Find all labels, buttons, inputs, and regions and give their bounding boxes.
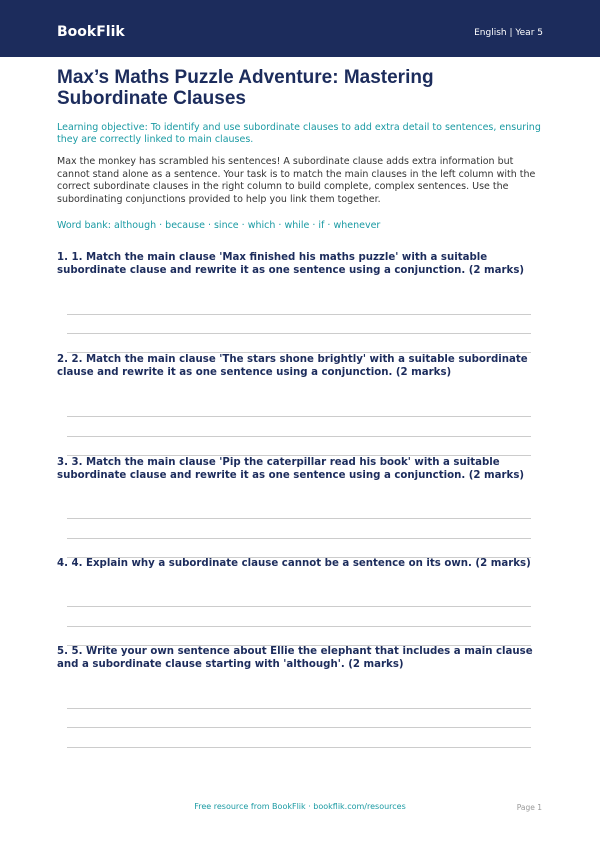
question-3: 3. 3. Match the main clause 'Pip the caterpillar read his book' with a suitable subordinate clause and rewrite it as one sentence using a conjunction. (2 marks) [57, 457, 525, 481]
question-4: 4. 4. Explain why a subordinate clause cannot be a sentence on its own. (2 marks) [57, 558, 531, 569]
answer-line[interactable] [67, 626, 531, 627]
word-bank: Word bank: although · because · since · which · while · if · whenever [57, 220, 381, 231]
answer-line[interactable] [67, 708, 531, 709]
brand-logo[interactable]: BookFlik [57, 24, 125, 40]
question-2: 2. 2. Match the main clause 'The stars shone brightly' with a suitable subordinate clause and rewrite it as one sentence using a conjunction. (2 marks) [57, 354, 528, 378]
page-title: Max’s Maths Puzzle Adventure: Mastering Subordinate Clauses [57, 67, 434, 109]
instructions: Max the monkey has scrambled his sentences! A subordinate clause adds extra information but cannot stand alone as a sentence. Your task is to match the main clauses in the left column with the correct subordinate clauses in the right column to build complete, complex sentences. Use the subordinating conjunctions provided to help you link them together. [57, 156, 536, 205]
subject-year: English | Year 5 [474, 28, 543, 38]
answer-line[interactable] [67, 518, 531, 519]
answer-line[interactable] [67, 436, 531, 437]
answer-line[interactable] [67, 538, 531, 539]
answer-line[interactable] [67, 333, 531, 334]
answer-line[interactable] [67, 747, 531, 748]
learning-objective: Learning objective: To identify and use subordinate clauses to add extra detail to sentences, ensuring they are correctly linked to main clauses. [57, 122, 541, 145]
answer-line[interactable] [67, 606, 531, 607]
page-number: Page 1 [516, 803, 542, 812]
answer-line[interactable] [67, 416, 531, 417]
question-5: 5. 5. Write your own sentence about Ellie the elephant that includes a main clause and a subordinate clause starting with 'although'. (2 marks) [57, 646, 533, 670]
answer-line[interactable] [67, 314, 531, 315]
answer-line[interactable] [67, 727, 531, 728]
question-1: 1. 1. Match the main clause 'Max finished his maths puzzle' with a suitable subordinate clause and rewrite it as one sentence using a conjunction. (2 marks) [57, 252, 525, 276]
footer-link[interactable]: Free resource from BookFlik · bookflik.com/resources [194, 802, 406, 811]
header-bar [0, 0, 600, 57]
